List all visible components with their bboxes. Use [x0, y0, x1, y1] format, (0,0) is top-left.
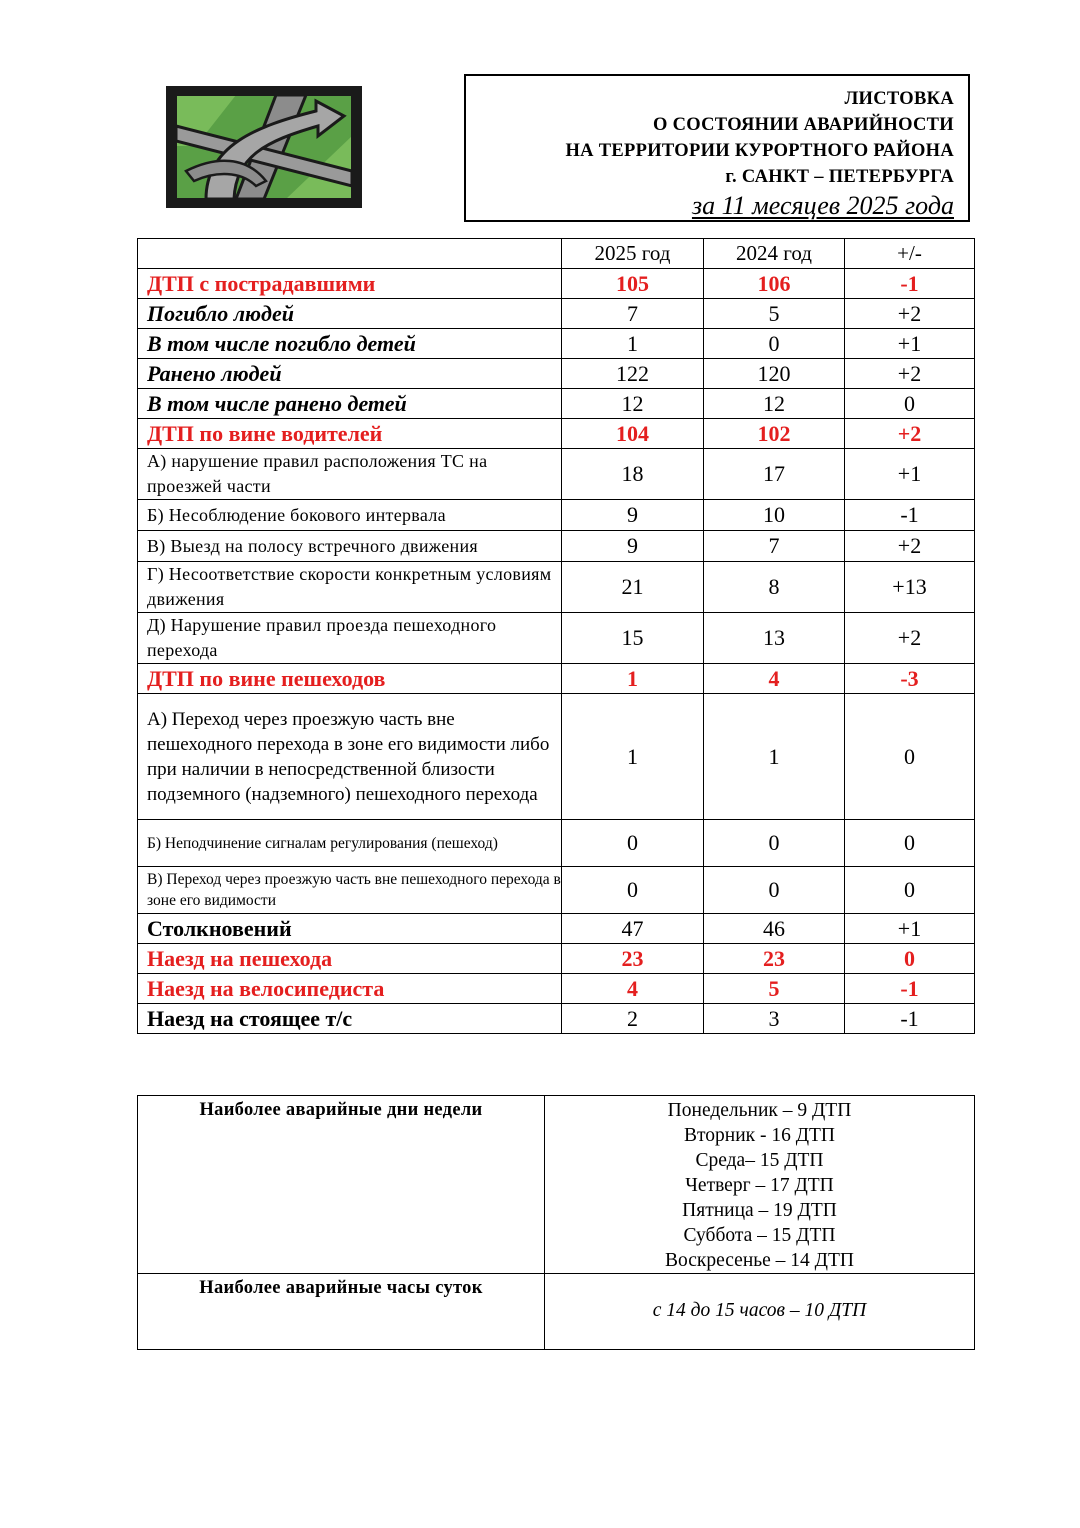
table-row [138, 419, 975, 449]
row-label: А) нарушение правил расположения ТС на проезжей части [138, 449, 562, 500]
value-diff: 0 [845, 944, 975, 974]
value-2025: 0 [562, 867, 704, 914]
row-label: Столкновений [138, 914, 562, 944]
table-row [138, 449, 975, 500]
table-row [138, 531, 975, 562]
header-box [464, 74, 970, 222]
value-2025: 23 [562, 944, 704, 974]
value-diff: 0 [845, 694, 975, 820]
table-row [138, 613, 975, 664]
value-2025: 4 [562, 974, 704, 1004]
row-label: В том числе ранено детей [138, 389, 562, 419]
row-label: Ранено людей [138, 359, 562, 389]
value-2025: 9 [562, 531, 704, 562]
value-2024: 0 [704, 820, 845, 867]
value-diff: +2 [845, 613, 975, 664]
day-item: Четверг – 17 ДТП [685, 1175, 834, 1196]
row-label: Б) Несоблюдение бокового интервала [138, 500, 562, 531]
value-2024: 4 [704, 664, 845, 694]
table-row [138, 694, 975, 820]
value-2024: 1 [704, 694, 845, 820]
value-2025: 1 [562, 694, 704, 820]
day-item: Вторник - 16 ДТП [683, 1125, 836, 1146]
row-label: В) Выезд на полосу встречного движения [138, 531, 562, 562]
column-diff: +/- [845, 239, 975, 269]
value-2024: 106 [704, 269, 845, 299]
hours-row [138, 1274, 975, 1350]
row-label: В том числе погибло детей [138, 329, 562, 359]
row-label: Б) Неподчинение сигналам регулирования (пешеход) [138, 820, 562, 867]
value-2025: 2 [562, 1004, 704, 1034]
value-2025: 104 [562, 419, 704, 449]
accident-stats-table [137, 238, 975, 1034]
row-label: Наезд на велосипедиста [138, 974, 562, 1004]
value-diff: -1 [845, 1004, 975, 1034]
days-list [545, 1096, 975, 1274]
value-diff: -3 [845, 664, 975, 694]
value-2025: 47 [562, 914, 704, 944]
value-2024: 8 [704, 562, 845, 613]
value-2024: 5 [704, 299, 845, 329]
table-row [138, 500, 975, 531]
value-2025: 12 [562, 389, 704, 419]
column-2024: 2024 год [704, 239, 845, 269]
value-diff: +2 [845, 359, 975, 389]
table-row [138, 974, 975, 1004]
row-label: Наезд на пешехода [138, 944, 562, 974]
road-interchange-icon [166, 86, 362, 208]
row-label: В) Переход через проезжую часть вне пешеходного перехода в зоне его видимости [138, 867, 562, 914]
value-diff: +1 [845, 329, 975, 359]
row-label: А) Переход через проезжую часть вне пешеходного перехода в зоне его видимости либо при наличии в непосредственной близости подземного (надземного) пешеходного перехода [138, 694, 562, 820]
value-2024: 102 [704, 419, 845, 449]
value-2024: 5 [704, 974, 845, 1004]
value-diff: +2 [845, 419, 975, 449]
table-row [138, 562, 975, 613]
value-diff: +2 [845, 299, 975, 329]
table-row [138, 299, 975, 329]
value-2025: 9 [562, 500, 704, 531]
day-item: Среда– 15 ДТП [695, 1150, 824, 1171]
row-label: ДТП по вине водителей [138, 419, 562, 449]
day-item: Суббота – 15 ДТП [683, 1225, 836, 1246]
row-label: Д) Нарушение правил проезда пешеходного перехода [138, 613, 562, 664]
value-diff: -1 [845, 269, 975, 299]
hours-title: Наиболее аварийные часы суток [138, 1274, 545, 1350]
value-diff: 0 [845, 820, 975, 867]
row-label: ДТП по вине пешеходов [138, 664, 562, 694]
table-row [138, 820, 975, 867]
header-period: за 11 месяцев 2025 года [691, 191, 954, 220]
value-2025: 105 [562, 269, 704, 299]
value-2025: 21 [562, 562, 704, 613]
header-empty-cell [138, 239, 562, 269]
value-2025: 0 [562, 820, 704, 867]
value-2024: 46 [704, 914, 845, 944]
table-row [138, 944, 975, 974]
value-diff: +1 [845, 914, 975, 944]
value-2024: 10 [704, 500, 845, 531]
value-2025: 7 [562, 299, 704, 329]
header-line-1: ЛИСТОВКА [844, 89, 954, 109]
hours-value: с 14 до 15 часов – 10 ДТП [652, 1300, 867, 1321]
header-line-3: НА ТЕРРИТОРИИ КУРОРТНОГО РАЙОНА [565, 141, 954, 161]
frequency-table [137, 1095, 975, 1350]
row-label: Наезд на стоящее т/с [138, 1004, 562, 1034]
value-2025: 15 [562, 613, 704, 664]
value-diff: 0 [845, 867, 975, 914]
table-row [138, 867, 975, 914]
value-diff: +2 [845, 531, 975, 562]
value-2024: 0 [704, 329, 845, 359]
value-2024: 23 [704, 944, 845, 974]
days-row [138, 1096, 975, 1274]
value-2025: 1 [562, 329, 704, 359]
value-2024: 7 [704, 531, 845, 562]
value-diff: +13 [845, 562, 975, 613]
value-2024: 120 [704, 359, 845, 389]
table-row [138, 359, 975, 389]
hours-cell [545, 1274, 975, 1350]
value-diff: 0 [845, 389, 975, 419]
value-2024: 3 [704, 1004, 845, 1034]
header-line-4: г. САНКТ – ПЕТЕРБУРГА [725, 167, 954, 187]
value-2024: 13 [704, 613, 845, 664]
value-diff: +1 [845, 449, 975, 500]
row-label: Погибло людей [138, 299, 562, 329]
row-label: ДТП с пострадавшими [138, 269, 562, 299]
value-2025: 122 [562, 359, 704, 389]
day-item: Пятница – 19 ДТП [682, 1200, 837, 1221]
value-2025: 18 [562, 449, 704, 500]
table-header-row [138, 239, 975, 269]
value-diff: -1 [845, 974, 975, 1004]
value-2024: 0 [704, 867, 845, 914]
value-2024: 12 [704, 389, 845, 419]
day-item: Воскресенье – 14 ДТП [665, 1250, 854, 1271]
table-row [138, 1004, 975, 1034]
row-label: Г) Несоответствие скорости конкретным условиям движения [138, 562, 562, 613]
table-row [138, 389, 975, 419]
day-item: Понедельник – 9 ДТП [667, 1100, 852, 1121]
table-row [138, 329, 975, 359]
table-row [138, 664, 975, 694]
column-2025: 2025 год [562, 239, 704, 269]
value-2024: 17 [704, 449, 845, 500]
table-row [138, 269, 975, 299]
days-title: Наиболее аварийные дни недели [138, 1096, 545, 1274]
value-diff: -1 [845, 500, 975, 531]
header-line-2: О СОСТОЯНИИ АВАРИЙНОСТИ [652, 115, 954, 135]
value-2025: 1 [562, 664, 704, 694]
table-row [138, 914, 975, 944]
